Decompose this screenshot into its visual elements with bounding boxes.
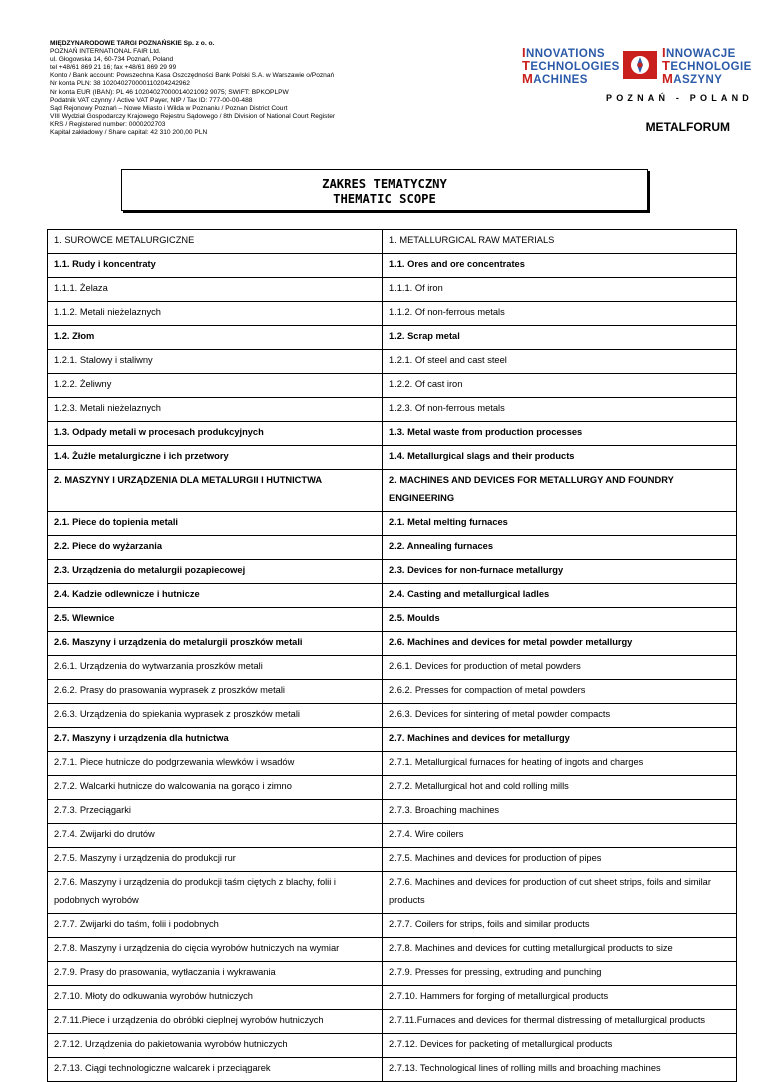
cell-en: 2.6.3. Devices for sintering of metal powder compacts bbox=[383, 704, 737, 728]
cell-en: 2.7.4. Wire coilers bbox=[383, 824, 737, 848]
cell-pl: 2.7.5. Maszyny i urządzenia do produkcji rur bbox=[48, 848, 383, 872]
cell-en: 2.7.3. Broaching machines bbox=[383, 800, 737, 824]
scope-table bbox=[47, 229, 737, 1082]
cell-en: 2.5. Moulds bbox=[383, 608, 737, 632]
cell-en: 2.7. Machines and devices for metallurgy bbox=[383, 728, 737, 752]
cell-pl: 2.7. Maszyny i urządzenia dla hutnictwa bbox=[48, 728, 383, 752]
table-row bbox=[48, 824, 737, 848]
cell-en: 2.7.9. Presses for pressing, extruding and punching bbox=[383, 962, 737, 986]
cell-pl: 2.2. Piece do wyżarzania bbox=[48, 536, 383, 560]
title-box bbox=[121, 169, 648, 211]
cell-en: 1. METALLURGICAL RAW MATERIALS bbox=[383, 230, 737, 254]
cell-en: 2.7.8. Machines and devices for cutting metallurgical products to size bbox=[383, 938, 737, 962]
table-row bbox=[48, 704, 737, 728]
cell-en: 2.6.2. Presses for compaction of metal powders bbox=[383, 680, 737, 704]
cell-en: 2.7.1. Metallurgical furnaces for heating of ingots and charges bbox=[383, 752, 737, 776]
table-row bbox=[48, 560, 737, 584]
table-row bbox=[48, 872, 737, 914]
cell-pl: 2.7.6. Maszyny i urządzenia do produkcji taśm ciętych z blachy, folii i podobnych wyrobów bbox=[48, 872, 383, 914]
cell-en: 1.1. Ores and ore concentrates bbox=[383, 254, 737, 278]
bank-account: Konto / Bank account: Powszechna Kasa Oszczędności Bank Polski S.A. w Warszawie o/Poznań bbox=[50, 72, 335, 80]
cell-en: 2.1. Metal melting furnaces bbox=[383, 512, 737, 536]
table-row bbox=[48, 374, 737, 398]
table-row bbox=[48, 986, 737, 1010]
cell-en: 2. MACHINES AND DEVICES FOR METALLURGY AND FOUNDRY ENGINEERING bbox=[383, 470, 737, 512]
table-row bbox=[48, 680, 737, 704]
table-row bbox=[48, 470, 737, 512]
cell-pl: 2.6.1. Urządzenia do wytwarzania proszków metali bbox=[48, 656, 383, 680]
cell-en: 1.2.1. Of steel and cast steel bbox=[383, 350, 737, 374]
logo-location: POZNAŃ - POLAND bbox=[606, 93, 753, 103]
scope-table-body bbox=[48, 230, 737, 1082]
company-phone: tel +48/61 869 21 16; fax +48/61 869 29 99 bbox=[50, 64, 177, 72]
cell-en: 2.3. Devices for non-furnace metallurgy bbox=[383, 560, 737, 584]
cell-en: 1.4. Metallurgical slags and their products bbox=[383, 446, 737, 470]
cell-pl: 2.7.9. Prasy do prasowania, wytłaczania i wykrawania bbox=[48, 962, 383, 986]
title-en: THEMATIC SCOPE bbox=[333, 192, 436, 206]
vat-info: Podatnik VAT czynny / Active VAT Payer, NIP / Tax ID: 777-00-00-488 bbox=[50, 96, 253, 104]
table-row bbox=[48, 776, 737, 800]
table-row bbox=[48, 278, 737, 302]
cell-pl: 2.7.3. Przeciągarki bbox=[48, 800, 383, 824]
title-pl: ZAKRES TEMATYCZNY bbox=[322, 177, 447, 191]
cell-pl: 1.1. Rudy i koncentraty bbox=[48, 254, 383, 278]
krs-number: KRS / Registered number: 0000202703 bbox=[50, 120, 166, 128]
company-name-pl: MIĘDZYNARODOWE TARGI POZNAŃSKIE Sp. z o. o. bbox=[50, 40, 215, 47]
cell-pl: 1.2.2. Żeliwny bbox=[48, 374, 383, 398]
table-row bbox=[48, 962, 737, 986]
logo-word-maszyny: MASZYNY bbox=[662, 71, 723, 86]
cell-en: 1.1.2. Of non-ferrous metals bbox=[383, 302, 737, 326]
cell-en: 2.7.10. Hammers for forging of metallurgical products bbox=[383, 986, 737, 1010]
court-info: Sąd Rejonowy Poznań – Nowe Miasto i Wilda w Poznaniu / Poznan District Court bbox=[50, 104, 288, 112]
cell-pl: 2.7.12. Urządzenia do pakietowania wyrobów hutniczych bbox=[48, 1034, 383, 1058]
table-row bbox=[48, 1058, 737, 1082]
cell-pl: 1.4. Żużle metalurgiczne i ich przetwory bbox=[48, 446, 383, 470]
cell-en: 1.2.3. Of non-ferrous metals bbox=[383, 398, 737, 422]
cell-en: 2.7.5. Machines and devices for production of pipes bbox=[383, 848, 737, 872]
cell-pl: 2.5. Wlewnice bbox=[48, 608, 383, 632]
cell-pl: 1.1.2. Metali nieżelaznych bbox=[48, 302, 383, 326]
cell-pl: 2.6. Maszyny i urządzenia do metalurgii proszków metali bbox=[48, 632, 383, 656]
logo-word-innovations: INNOVATIONS bbox=[522, 45, 605, 60]
cell-pl: 1. SUROWCE METALURGICZNE bbox=[48, 230, 383, 254]
cell-pl: 1.1.1. Żelaza bbox=[48, 278, 383, 302]
table-row bbox=[48, 350, 737, 374]
cell-en: 2.7.2. Metallurgical hot and cold rolling mills bbox=[383, 776, 737, 800]
logo-word-machines: MACHINES bbox=[522, 71, 588, 86]
cell-pl: 2.6.2. Prasy do prasowania wyprasek z proszków metali bbox=[48, 680, 383, 704]
cell-pl: 1.3. Odpady metali w procesach produkcyjnych bbox=[48, 422, 383, 446]
table-row bbox=[48, 1010, 737, 1034]
logo-left-words bbox=[522, 47, 620, 86]
cell-pl: 2.7.7. Zwijarki do taśm, folii i podobnych bbox=[48, 914, 383, 938]
table-row bbox=[48, 254, 737, 278]
table-row bbox=[48, 632, 737, 656]
cell-pl: 2.7.1. Piece hutnicze do podgrzewania wlewków i wsadów bbox=[48, 752, 383, 776]
table-row bbox=[48, 800, 737, 824]
logo-word-technologie: TECHNOLOGIE bbox=[662, 58, 752, 73]
table-row bbox=[48, 422, 737, 446]
table-row bbox=[48, 656, 737, 680]
cell-pl: 2.7.2. Walcarki hutnicze do walcowania na gorąco i zimno bbox=[48, 776, 383, 800]
cell-pl: 2.4. Kadzie odlewnicze i hutnicze bbox=[48, 584, 383, 608]
cell-en: 1.2.2. Of cast iron bbox=[383, 374, 737, 398]
table-row bbox=[48, 752, 737, 776]
cell-pl: 1.2.1. Stalowy i staliwny bbox=[48, 350, 383, 374]
cell-en: 2.7.11.Furnaces and devices for thermal distressing of metallurgical products bbox=[383, 1010, 737, 1034]
table-row bbox=[48, 914, 737, 938]
logo-emblem-icon bbox=[622, 47, 658, 83]
table-row bbox=[48, 326, 737, 350]
logo-word-technologies: TECHNOLOGIES bbox=[522, 58, 620, 73]
cell-pl: 2.6.3. Urządzenia do spiekania wyprasek z proszków metali bbox=[48, 704, 383, 728]
cell-en: 2.7.12. Devices for packeting of metallurgical products bbox=[383, 1034, 737, 1058]
company-name-en: POZNAŃ INTERNATIONAL FAIR Ltd. bbox=[50, 48, 161, 56]
cell-pl: 2.7.11.Piece i urządzenia do obróbki cieplnej wyrobów hutniczych bbox=[48, 1010, 383, 1034]
table-row bbox=[48, 728, 737, 752]
logo-word-innowacje: INNOWACJE bbox=[662, 45, 736, 60]
cell-en: 2.4. Casting and metallurgical ladles bbox=[383, 584, 737, 608]
cell-en: 1.1.1. Of iron bbox=[383, 278, 737, 302]
cell-en: 2.2. Annealing furnaces bbox=[383, 536, 737, 560]
table-row bbox=[48, 608, 737, 632]
table-row bbox=[48, 938, 737, 962]
cell-en: 2.7.13. Technological lines of rolling mills and broaching machines bbox=[383, 1058, 737, 1082]
company-info bbox=[50, 40, 470, 137]
table-row bbox=[48, 230, 737, 254]
cell-en: 2.7.6. Machines and devices for production of cut sheet strips, foils and similar products bbox=[383, 872, 737, 914]
cell-pl: 2.3. Urządzenia do metalurgii pozapiecowej bbox=[48, 560, 383, 584]
table-row bbox=[48, 512, 737, 536]
account-pln: Nr konta PLN: 38 102040270000110204242962 bbox=[50, 80, 190, 88]
logo-right-words bbox=[662, 47, 752, 86]
register-division: VIII Wydział Gospodarczy Krajowego Rejestru Sądowego / 8th Division of National Court Register bbox=[50, 112, 336, 120]
table-row bbox=[48, 848, 737, 872]
table-row bbox=[48, 1034, 737, 1058]
table-row bbox=[48, 584, 737, 608]
company-address: ul. Głogowska 14, 60-734 Poznań, Poland bbox=[50, 56, 174, 64]
account-eur: Nr konta EUR (IBAN): PL 46 10204027000014021092 9075; SWIFT: BPKOPLPW bbox=[50, 88, 289, 96]
cell-en: 1.3. Metal waste from production processes bbox=[383, 422, 737, 446]
cell-pl: 2. MASZYNY I URZĄDZENIA DLA METALURGII I HUTNICTWA bbox=[48, 470, 383, 512]
cell-en: 2.6.1. Devices for production of metal powders bbox=[383, 656, 737, 680]
table-row bbox=[48, 302, 737, 326]
cell-en: 2.6. Machines and devices for metal powder metallurgy bbox=[383, 632, 737, 656]
cell-en: 2.7.7. Coilers for strips, foils and similar products bbox=[383, 914, 737, 938]
table-row bbox=[48, 446, 737, 470]
itm-logo bbox=[522, 45, 752, 105]
table-row bbox=[48, 536, 737, 560]
cell-pl: 2.7.13. Ciągi technologiczne walcarek i przeciągarek bbox=[48, 1058, 383, 1082]
cell-pl: 1.2.3. Metali nieżelaznych bbox=[48, 398, 383, 422]
cell-en: 1.2. Scrap metal bbox=[383, 326, 737, 350]
event-name: METALFORUM bbox=[645, 120, 730, 134]
cell-pl: 2.1. Piece do topienia metali bbox=[48, 512, 383, 536]
cell-pl: 2.7.10. Młoty do odkuwania wyrobów hutniczych bbox=[48, 986, 383, 1010]
cell-pl: 1.2. Złom bbox=[48, 326, 383, 350]
table-row bbox=[48, 398, 737, 422]
share-capital: Kapitał zakładowy / Share capital: 42 310 200,00 PLN bbox=[50, 129, 208, 137]
cell-pl: 2.7.8. Maszyny i urządzenia do cięcia wyrobów hutniczych na wymiar bbox=[48, 938, 383, 962]
cell-pl: 2.7.4. Zwijarki do drutów bbox=[48, 824, 383, 848]
